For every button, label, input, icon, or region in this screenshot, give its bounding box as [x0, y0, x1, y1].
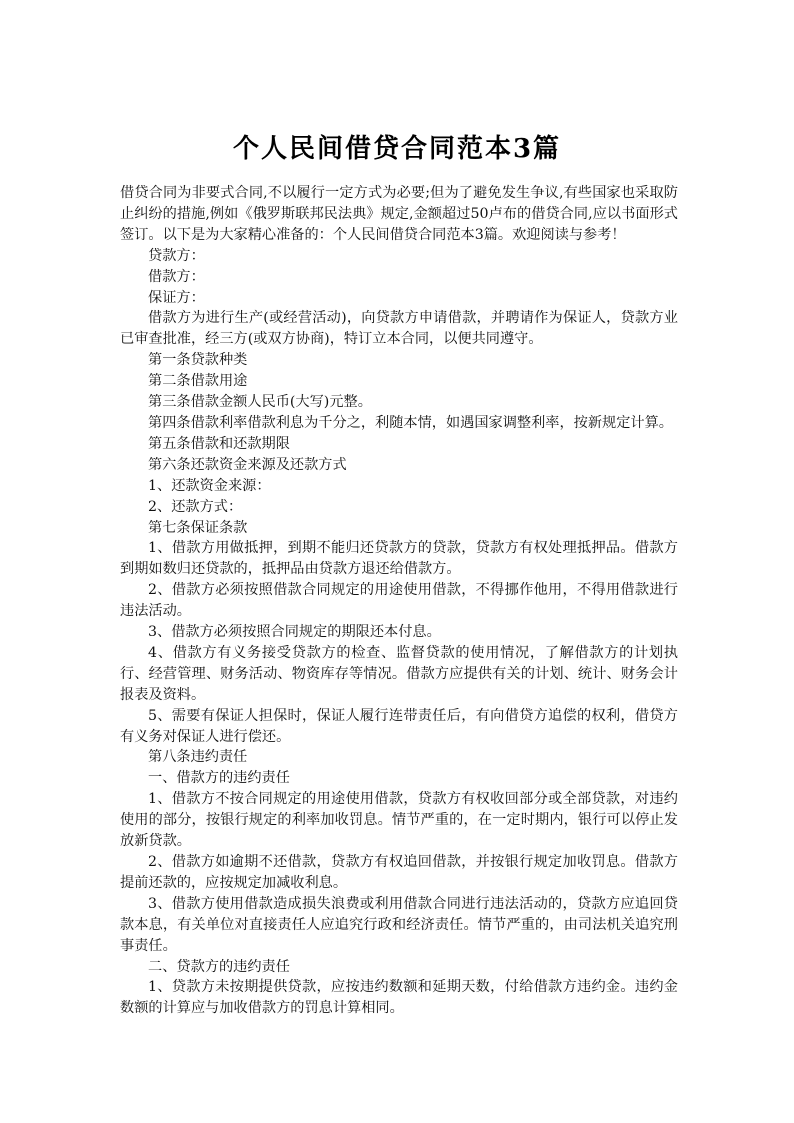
list-item: 1、借款方不按合同规定的用途使用借款，贷款方有权收回部分或全部贷款，对违约使用的部分，按银行规定的利率加收罚息。情节严重的，在一定时期内，银行可以停止发放新贷款。 [120, 791, 678, 850]
preamble-paragraph: 借款方为进行生产(或经营活动)，向贷款方申请借款，并聘请作为保证人，贷款方业已审查批准，经三方(或双方协商)，特订立本合同，以便共同遵守。 [120, 310, 678, 348]
clause-heading: 第二条借款用途 [148, 373, 248, 390]
list-item: 1、贷款方未按期提供贷款，应按违约数额和延期天数，付给借款方违约金。违约金数额的计算应与加收借款方的罚息计算相同。 [120, 979, 678, 1017]
clause-paragraph: 第三条借款金额人民币(大写)元整。 [148, 394, 372, 411]
party-lender: 贷款方： [148, 247, 205, 264]
list-item: 3、借款方必须按照合同规定的期限还本付息。 [148, 624, 441, 641]
section-heading: 一、借款方的违约责任 [148, 770, 290, 787]
list-item: 5、需要有保证人担保时，保证人履行连带责任后，有向借贷方追偿的权利，借贷方有义务对保证人进行偿还。 [120, 707, 678, 745]
section-heading: 二、贷款方的违约责任 [148, 958, 290, 975]
list-item: 2、借款方如逾期不还借款，贷款方有权追回借款，并按银行规定加收罚息。借款方提前还款的，应按规定加减收利息。 [120, 854, 678, 891]
list-item: 1、还款资金来源： [148, 477, 271, 494]
clause-heading: 第八条违约责任 [148, 749, 248, 766]
clause-paragraph: 第四条借款利率借款利息为千分之，利随本情，如遇国家调整利率，按新规定计算。 [148, 414, 673, 431]
list-item: 3、借款方使用借款造成损失浪费或利用借款合同进行违法活动的，贷款方应追回贷款本息，有关单位对直接责任人应追究行政和经济责任。情节严重的，由司法机关追究刑事责任。 [120, 895, 678, 954]
document-body [120, 183, 678, 1019]
list-item: 1、借款方用做抵押，到期不能归还贷款方的贷款，贷款方有权处理抵押品。借款方到期如数归还贷款的，抵押品由贷款方退还给借款方。 [120, 540, 678, 578]
clause-heading: 第六条还款资金来源及还款方式 [148, 456, 347, 473]
clause-heading: 第七条保证条款 [148, 519, 248, 536]
clause-heading: 第五条借款和还款期限 [148, 435, 290, 452]
list-item: 2、借款方必须按照借款合同规定的用途使用借款，不得挪作他用，不得用借款进行违法活动。 [120, 582, 678, 620]
list-item: 4、借款方有义务接受贷款方的检查、监督贷款的使用情况，了解借款方的计划执行、经营管理、财务活动、物资库存等情况。借款方应提供有关的计划、统计、财务会计报表及资料。 [120, 644, 678, 703]
document-title: 个人民间借贷合同范本3篇 [232, 134, 562, 164]
list-item: 2、还款方式： [148, 498, 243, 515]
party-borrower: 借款方： [148, 268, 205, 285]
party-guarantor: 保证方： [148, 289, 205, 306]
clause-heading: 第一条贷款种类 [148, 352, 248, 369]
intro-paragraph: 借贷合同为非要式合同,不以履行一定方式为必要;但为了避免发生争议,有些国家也采取防止纠纷的措施,例如《俄罗斯联邦民法典》规定,金额超过50卢布的借贷合同,应以书面形式签订。以下是为大家精心准备的：个人民间借贷合同范本3篇。欢迎阅读与参考！ [120, 185, 678, 243]
